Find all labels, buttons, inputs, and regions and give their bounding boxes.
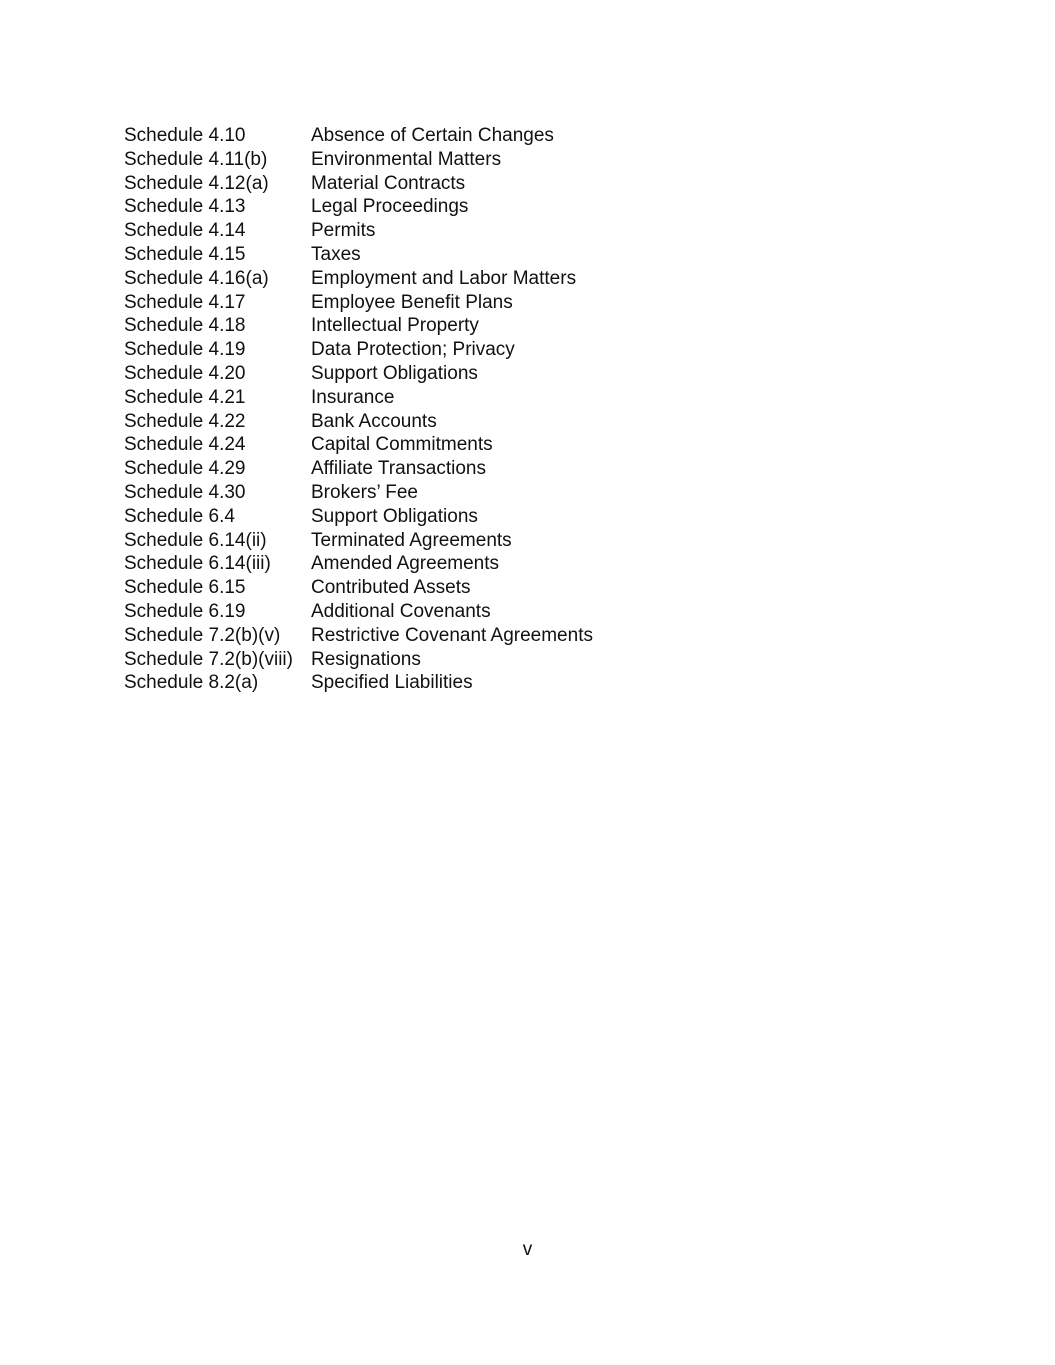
schedule-number: Schedule 4.22 — [124, 410, 246, 432]
schedule-number: Schedule 4.20 — [124, 362, 246, 384]
schedule-number: Schedule 4.13 — [124, 196, 246, 218]
schedule-title: Affiliate Transactions — [311, 458, 486, 480]
schedule-title: Contributed Assets — [311, 577, 471, 599]
schedule-number: Schedule 4.15 — [124, 243, 246, 265]
schedule-title: Permits — [311, 220, 376, 242]
schedule-title: Restrictive Covenant Agreements — [311, 624, 593, 646]
schedule-title: Support Obligations — [311, 505, 478, 527]
schedule-number: Schedule 4.18 — [124, 315, 246, 337]
schedule-title: Brokers’ Fee — [311, 481, 418, 503]
schedule-number: Schedule 4.11(b) — [124, 148, 268, 170]
schedule-number: Schedule 8.2(a) — [124, 672, 259, 694]
schedule-title: Intellectual Property — [311, 315, 479, 337]
schedule-title: Employee Benefit Plans — [311, 291, 513, 313]
schedule-row — [124, 457, 593, 481]
schedule-number: Schedule 4.14 — [124, 220, 246, 242]
schedule-row — [124, 124, 593, 148]
schedule-title: Resignations — [311, 648, 421, 670]
schedule-title: Environmental Matters — [311, 148, 502, 170]
schedule-row — [124, 219, 593, 243]
schedule-number: Schedule 4.16(a) — [124, 267, 269, 289]
schedule-row — [124, 386, 593, 410]
schedule-title: Legal Proceedings — [311, 196, 469, 218]
schedule-row — [124, 148, 593, 172]
schedule-row — [124, 338, 593, 362]
schedule-title: Taxes — [311, 243, 361, 265]
schedule-number: Schedule 6.19 — [124, 600, 246, 622]
schedule-title: Material Contracts — [311, 172, 466, 194]
schedule-row — [124, 195, 593, 219]
schedule-row — [124, 410, 593, 434]
schedule-title: Terminated Agreements — [311, 529, 512, 551]
schedule-number: Schedule 7.2(b)(viii) — [124, 648, 293, 670]
schedule-number: Schedule 4.12(a) — [124, 172, 269, 194]
schedule-row — [124, 576, 593, 600]
schedule-number: Schedule 6.4 — [124, 505, 235, 527]
schedule-number: Schedule 4.30 — [124, 481, 246, 503]
schedule-row — [124, 433, 593, 457]
schedule-row — [124, 243, 593, 267]
schedule-row — [124, 362, 593, 386]
schedule-number: Schedule 4.24 — [124, 434, 246, 456]
schedule-title: Insurance — [311, 386, 395, 408]
schedule-number: Schedule 6.14(iii) — [124, 553, 271, 575]
schedule-number: Schedule 4.29 — [124, 458, 246, 480]
schedule-row — [124, 172, 593, 196]
schedule-title: Absence of Certain Changes — [311, 125, 554, 146]
schedule-title: Data Protection; Privacy — [311, 339, 515, 361]
schedule-row — [124, 267, 593, 291]
schedule-row — [124, 648, 593, 672]
page-number: v — [522, 1239, 533, 1260]
schedule-row — [124, 671, 593, 695]
schedule-row — [124, 481, 593, 505]
schedule-row — [124, 505, 593, 529]
schedule-row — [124, 291, 593, 315]
schedule-number: Schedule 4.10 — [124, 125, 246, 146]
schedule-number: Schedule 6.15 — [124, 577, 246, 599]
schedule-number: Schedule 7.2(b)(v) — [124, 624, 281, 646]
schedule-title: Additional Covenants — [311, 600, 491, 622]
schedule-number: Schedule 4.21 — [124, 386, 246, 408]
schedule-title: Bank Accounts — [311, 410, 437, 432]
schedule-title: Amended Agreements — [311, 553, 500, 575]
schedule-row — [124, 600, 593, 624]
schedule-number: Schedule 6.14(ii) — [124, 529, 267, 551]
schedule-row — [124, 552, 593, 576]
schedule-list — [124, 124, 593, 695]
schedule-title: Support Obligations — [311, 362, 478, 384]
schedule-title: Capital Commitments — [311, 434, 493, 456]
schedule-title: Specified Liabilities — [311, 672, 473, 694]
schedule-number: Schedule 4.17 — [124, 291, 246, 313]
schedule-title: Employment and Labor Matters — [311, 267, 577, 289]
schedule-row — [124, 314, 593, 338]
schedule-row — [124, 624, 593, 648]
schedule-row — [124, 529, 593, 553]
schedule-number: Schedule 4.19 — [124, 339, 246, 361]
